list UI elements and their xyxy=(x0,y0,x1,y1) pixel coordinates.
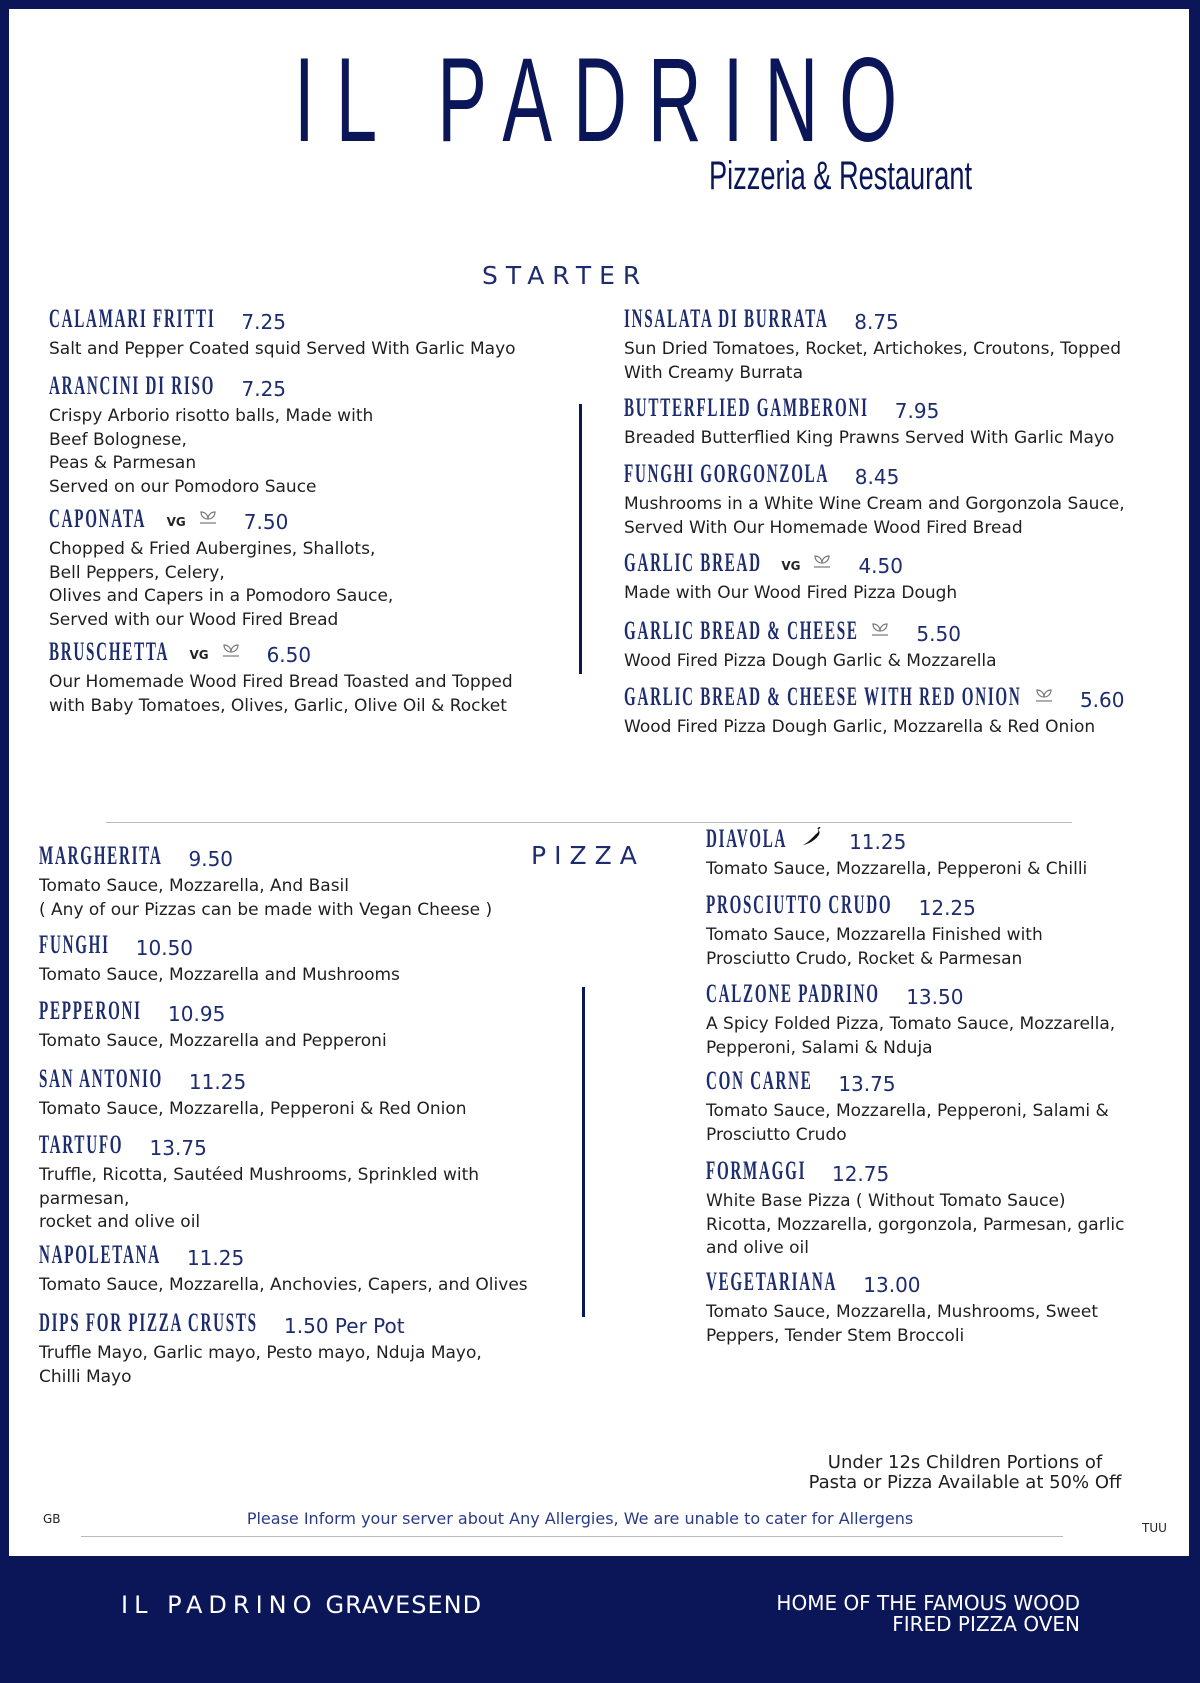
menu-item-header xyxy=(49,373,373,399)
menu-item xyxy=(39,1242,528,1298)
section-divider xyxy=(106,822,1072,823)
menu-item-description: Tomato Sauce, Mozzarella and Pepperoni xyxy=(39,1031,387,1051)
menu-item-header xyxy=(624,684,1124,710)
menu-item-description: Sun Dried Tomatoes, Rocket, Artichokes, Croutons, Topped With Creamy Burrata xyxy=(624,339,1122,383)
menu-item-description: Wood Fired Pizza Dough Garlic, Mozzarella & Red Onion xyxy=(624,717,1096,737)
menu-item-header xyxy=(39,1310,482,1336)
menu-item-price: 13.75 xyxy=(838,1072,896,1096)
menu-item-description: Tomato Sauce, Mozzarella, Pepperoni & Red Onion xyxy=(39,1099,467,1119)
menu-item-header xyxy=(39,1242,528,1268)
menu-item xyxy=(706,1158,1125,1261)
menu-item-name: CON CARNE xyxy=(706,1066,813,1095)
menu-item-price: 7.25 xyxy=(241,310,286,334)
menu-item-price: 8.45 xyxy=(854,465,900,489)
menu-item-name: CALAMARI FRITTI xyxy=(49,304,216,333)
menu-item-header xyxy=(49,506,393,532)
menu-item-header xyxy=(706,892,1043,918)
menu-item xyxy=(39,1066,467,1122)
vegan-badge: VG xyxy=(781,559,801,573)
menu-item-name: CALZONE PADRINO xyxy=(706,979,880,1008)
menu-item-name: MARGHERITA xyxy=(39,841,163,870)
menu-item-header xyxy=(39,1066,467,1092)
menu-item-price: 13.00 xyxy=(863,1273,921,1297)
footer-tagline: HOME OF THE FAMOUS WOOD FIRED PIZZA OVEN xyxy=(776,1591,1080,1636)
menu-item-header xyxy=(624,550,957,576)
vegan-badge: VG xyxy=(189,648,209,662)
menu-item-price: 11.25 xyxy=(188,1070,247,1094)
menu-item-header xyxy=(706,826,1087,852)
menu-item-price: 11.25 xyxy=(849,830,907,854)
menu-item-name: DIAVOLA xyxy=(706,824,788,853)
menu-item-price: 12.75 xyxy=(831,1162,890,1186)
menu-item-header xyxy=(706,1068,1109,1094)
menu-item-description: Our Homemade Wood Fired Bread Toasted and Topped with Baby Tomatoes, Olives, Garlic, Olive Oil & Rocket xyxy=(49,672,513,716)
footer-brand-name: IL PADRINO xyxy=(121,1591,318,1619)
menu-item xyxy=(624,550,957,606)
menu-item-price: 9.50 xyxy=(188,847,234,871)
footer-location: GRAVESEND xyxy=(325,1591,483,1619)
menu-item xyxy=(39,1132,479,1235)
menu-item-description: Tomato Sauce, Mozzarella Finished with Prosciutto Crudo, Rocket & Parmesan xyxy=(706,925,1043,969)
menu-item-description: Mushrooms in a White Wine Cream and Gorgonzola Sauce, Served With Our Homemade Wood Fired Bread xyxy=(624,494,1125,538)
menu-item-header xyxy=(624,618,997,644)
menu-item xyxy=(49,306,516,362)
menu-item xyxy=(624,461,1125,540)
menu-item-header xyxy=(706,1158,1125,1184)
menu-item-price: 6.50 xyxy=(266,643,312,667)
children-portions-note: Under 12s Children Portions of Pasta or Pizza Available at 50% Off xyxy=(808,1452,1122,1493)
menu-item xyxy=(706,826,1087,882)
menu-item xyxy=(49,373,373,499)
menu-item-description: Tomato Sauce, Mozzarella, Anchovies, Capers, and Olives xyxy=(39,1275,528,1295)
restaurant-title: IL PADRINO xyxy=(294,33,919,167)
menu-item-name: GARLIC BREAD & CHEESE WITH RED ONION xyxy=(624,682,1022,711)
menu-item-price: 7.50 xyxy=(243,510,289,534)
menu-item-description: Wood Fired Pizza Dough Garlic & Mozzarella xyxy=(624,651,997,671)
menu-item-name: PROSCIUTTO CRUDO xyxy=(706,890,893,919)
menu-item-name: GARLIC BREAD & CHEESE xyxy=(624,616,859,645)
menu-item-name: PEPPERONI xyxy=(39,996,142,1025)
menu-item-header xyxy=(49,306,516,332)
menu-item xyxy=(39,1310,482,1389)
menu-item-description: Crispy Arborio risotto balls, Made with Beef Bolognese, Peas & Parmesan Served on our Pomodoro Sauce xyxy=(49,406,374,497)
menu-item xyxy=(706,892,1043,971)
allergy-note: Please Inform your server about Any Allergies, We are unable to cater for Allergens xyxy=(246,1509,914,1528)
menu-item xyxy=(49,639,513,718)
section-heading-pizza: PIZZA xyxy=(531,841,645,870)
menu-item-name: GARLIC BREAD xyxy=(624,548,762,577)
vegetarian-leaf-icon xyxy=(1034,686,1054,707)
section-heading-starter: STARTER xyxy=(482,261,649,290)
menu-item-description: Salt and Pepper Coated squid Served With Garlic Mayo xyxy=(49,339,516,359)
menu-item-header xyxy=(39,1132,479,1158)
menu-item-price: 7.95 xyxy=(894,399,940,423)
menu-item-description: Breaded Butterflied King Prawns Served With Garlic Mayo xyxy=(624,428,1115,448)
menu-item-name: ARANCINI DI RISO xyxy=(49,371,216,400)
menu-item xyxy=(706,1269,1098,1348)
menu-item-header xyxy=(39,932,400,958)
menu-item xyxy=(706,1068,1109,1147)
vegetarian-leaf-icon xyxy=(198,508,218,529)
menu-item-header xyxy=(624,395,1114,421)
menu-item-header xyxy=(706,981,1115,1007)
menu-item-price: 7.25 xyxy=(241,377,287,401)
menu-item-price: 13.50 xyxy=(906,985,964,1009)
menu-item-price: 4.50 xyxy=(858,554,903,578)
pizza-column-divider xyxy=(582,987,585,1317)
menu-item-name: TARTUFO xyxy=(39,1130,124,1159)
menu-item-name: DIPS FOR PIZZA CRUSTS xyxy=(39,1308,258,1337)
footer-brand xyxy=(121,1591,482,1619)
menu-item-price: 5.50 xyxy=(916,622,961,646)
left-code: GB xyxy=(43,1512,61,1526)
menu-item-name: CAPONATA xyxy=(49,504,147,533)
menu-item-description: Tomato Sauce, Mozzarella, Mushrooms, Sweet Peppers, Tender Stem Broccoli xyxy=(706,1302,1099,1346)
menu-item-description: Tomato Sauce, Mozzarella, And Basil ( Any of our Pizzas can be made with Vegan Cheese ) xyxy=(39,876,493,920)
menu-item-price: 1.50 Per Pot xyxy=(284,1314,405,1338)
menu-item xyxy=(624,306,1121,385)
menu-item-price: 10.50 xyxy=(135,936,194,960)
vegetarian-leaf-icon xyxy=(870,620,890,641)
restaurant-subtitle: Pizzeria & Restaurant xyxy=(709,154,973,198)
menu-item-price: 8.75 xyxy=(854,310,899,334)
menu-item-price: 5.60 xyxy=(1079,688,1125,712)
vegan-badge: VG xyxy=(166,515,186,529)
menu-item-price: 13.75 xyxy=(149,1136,207,1160)
chilli-icon xyxy=(801,827,823,850)
menu-item-header xyxy=(706,1269,1098,1295)
menu-item-name: VEGETARIANA xyxy=(706,1267,838,1296)
menu-item-price: 10.95 xyxy=(168,1002,226,1026)
allergy-divider xyxy=(81,1536,1063,1537)
vegetarian-leaf-icon xyxy=(812,552,832,573)
menu-item-header xyxy=(624,306,1121,332)
menu-item-description: Tomato Sauce, Mozzarella and Mushrooms xyxy=(39,965,400,985)
menu-item-name: NAPOLETANA xyxy=(39,1240,161,1269)
menu-item-price: 11.25 xyxy=(186,1246,245,1270)
right-code: TUU xyxy=(1142,1521,1167,1535)
menu-item-description: Tomato Sauce, Mozzarella, Pepperoni & Chilli xyxy=(706,859,1088,879)
menu-item xyxy=(39,843,492,922)
menu-item-description: Chopped & Fried Aubergines, Shallots, Bell Peppers, Celery, Olives and Capers in a Pomodoro Sauce, Served with our Wood Fired Bread xyxy=(49,539,394,630)
menu-item-name: FUNGHI GORGONZOLA xyxy=(624,459,830,488)
menu-item-description: Tomato Sauce, Mozzarella, Pepperoni, Salami & Prosciutto Crudo xyxy=(706,1101,1109,1145)
menu-item xyxy=(624,684,1124,740)
menu-item xyxy=(49,506,393,632)
menu-item-description: Truffle Mayo, Garlic mayo, Pesto mayo, Nduja Mayo, Chilli Mayo xyxy=(39,1343,482,1387)
menu-item-name: INSALATA DI BURRATA xyxy=(624,304,829,333)
menu-item xyxy=(624,618,997,674)
menu-item-name: BUTTERFLIED GAMBERONI xyxy=(624,393,869,422)
menu-item-description: Truffle, Ricotta, Sautéed Mushrooms, Sprinkled with parmesan, rocket and olive oil xyxy=(39,1165,480,1232)
menu-item-header xyxy=(624,461,1125,487)
menu-item-name: SAN ANTONIO xyxy=(39,1064,164,1093)
menu-item xyxy=(39,932,400,988)
menu-item-header xyxy=(39,998,387,1024)
menu-item-header xyxy=(39,843,492,869)
menu-item-name: FUNGHI xyxy=(39,930,110,959)
vegetarian-leaf-icon xyxy=(221,641,241,662)
menu-item-name: BRUSCHETTA xyxy=(49,637,170,666)
menu-item xyxy=(39,998,387,1054)
menu-item xyxy=(624,395,1114,451)
menu-item-description: Made with Our Wood Fired Pizza Dough xyxy=(624,583,958,603)
menu-item xyxy=(706,981,1115,1060)
menu-item-price: 12.25 xyxy=(918,896,976,920)
menu-item-description: A Spicy Folded Pizza, Tomato Sauce, Mozzarella, Pepperoni, Salami & Nduja xyxy=(706,1014,1116,1058)
menu-item-description: White Base Pizza ( Without Tomato Sauce) Ricotta, Mozzarella, gorgonzola, Parmesan, garlic and olive oil xyxy=(706,1191,1125,1258)
menu-item-header xyxy=(49,639,513,665)
starter-column-divider xyxy=(579,404,582,674)
menu-item-name: FORMAGGI xyxy=(706,1156,807,1185)
